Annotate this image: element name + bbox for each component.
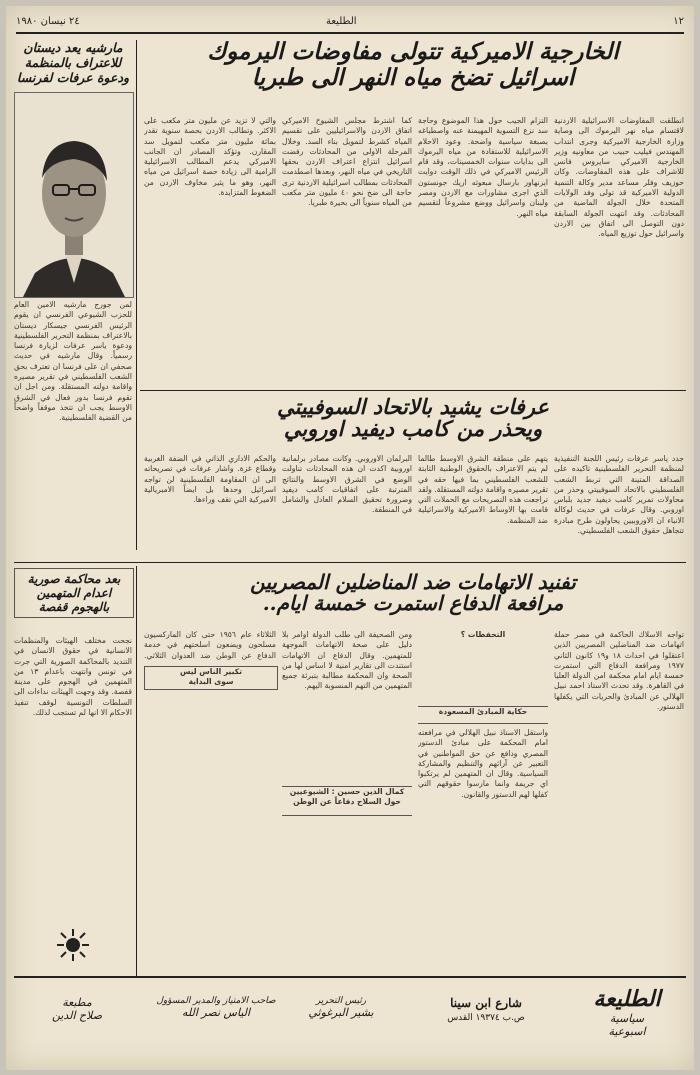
arafat-article-col3: البرلمان الاوروبي. وكانت مصادر برلمانية اوروبية اكدت ان هذه المحادثات تناولت الوضع في الشرق الاوسط والنتائج المترتبة على اتفاقيات كامب ديفيد وضرورة تحقيق السلام العادل والشامل في المنطقة. — [282, 454, 412, 515]
main-headline-line2: اسرائيل تضخ مياه النهر الى طبريا — [251, 64, 575, 92]
arafat-headline-line1: عرفات يشيد بالاتحاد السوفييتي — [277, 394, 549, 419]
column-divider — [136, 40, 137, 550]
footer-address-pobox: ص.ب ١٩٣٧٤ القدس — [447, 1013, 525, 1023]
beginning-subheading — [144, 666, 278, 690]
principles-subheading: حكاية المبادئ المسعودة — [418, 706, 548, 724]
trial-article-col2: واستقل الاستاذ نبيل الهلالي في مرافعته امام المحكمة على مبادئ الدستور المصري ودافع عن حق المواطنين في التعبير عن آرائهم والتنظيم والمشاركة السياسية. وقال ان المتهمين لم يرتكبوا اي جريمة وانما مارسوا حقوقهم التي كفلها لهم الدستور والقانون. — [418, 728, 548, 799]
column-divider-2 — [136, 566, 137, 976]
portrait-photo — [14, 92, 134, 298]
qafsa-box-headline — [14, 568, 134, 618]
footer-rule — [14, 976, 686, 978]
beginning-subheading-a: تكبير الناس ليس — [179, 667, 243, 676]
footer-owner — [146, 996, 286, 1019]
footer-printer-label: مطبعة — [62, 996, 92, 1009]
newspaper-page — [6, 6, 694, 1070]
footer-editor-label: رئيس التحرير — [315, 996, 367, 1006]
footer-editor-name: بشير البرغوثي — [308, 1006, 374, 1019]
arafat-headline — [140, 396, 686, 440]
main-headline-line1: الخارجية الاميركية تتولى مفاوضات اليرموك — [207, 38, 619, 65]
main-article-col3: كما اشترط مجلس الشيوخ الاميركي اتفاق الاردن والاسرائيليين على تقسيم المياه كشرط لتمويل بناء السد. وخلال المرحلة الاولى من المحادثات رفضت اسرائيل انتزاع اعتراف الاردن بحقها التاريخي في مياه النهر، وبعدها اصطدمت المحادثات بمطالب اسرائيلية الاردنية ترى حاجة الى ضخ نحو ٤٠ مليون متر مكعب من المياه سنوياً الى بحيرة طبريا. — [282, 116, 412, 208]
kamal-subheading: كمال الدين حسين : الشيوعيين حول السلاح دفاعاً عن الوطن — [282, 786, 412, 816]
trial-headline-line1: تفنيد الاتهامات ضد المناضلين المصريين — [250, 570, 576, 594]
side-headline-line1: مارشيه يعد ديستان — [23, 40, 123, 55]
footer-printer-name: صلاح الدين — [51, 1009, 103, 1022]
portrait-illustration — [15, 93, 133, 297]
main-headline — [140, 40, 686, 90]
trial-article-col4: الثلاثاء عام ١٩٥٦ حتى كان الماركسيون مسلحون ويضعون اسلحتهم في خدمة الدفاع عن الوطن ضد العدوان الثلاثي. — [144, 630, 276, 660]
trial-article-col1: تواجه الاسلاك الحاكمة في مصر حملة اتهامات ضد المناضلين المصريين الذين اعتقلوا في احداث ١٨ و١٩ كانون الثاني ١٩٧٧ ومرافعة الدفاع التي استمرت خمسة ايام امام محكمة امن الدولة العليا في القاهرة. وقد تحدث الاستاذ احمد نبيل الهلالي عن المبادئ والحريات التي يكفلها الدستور. — [554, 630, 684, 712]
sun-ornament-icon — [56, 928, 90, 962]
trial-article-col3: ومن الصحيفة الى طلب الدولة اوامر بلا دليل على صحة الاتهامات الموجهة للمتهمين. وقال الدفاع ان الاتهامات استندت الى تقارير امنية لا اساس لها من الصحة وان المحكمة مطالبة بتبرئة جميع المتهمين من التهم المنسوبة اليهم. — [282, 630, 412, 691]
footer-owner-label: صاحب الامتياز والمدير المسؤول — [156, 996, 276, 1006]
footer-masthead-title: الطليعة — [593, 986, 661, 1012]
side-headline-line3: ودعوة عرفات لفرنسا — [16, 70, 130, 85]
footer-address — [406, 996, 566, 1023]
footer-printer — [22, 996, 132, 1022]
footer-address-street: شارع ابن سينا — [450, 996, 522, 1010]
qafsa-line1: بعد محاكمة صورية — [27, 572, 121, 586]
qafsa-line3: بالهجوم قفصة — [38, 600, 110, 614]
footer-masthead-sub2: اسبوعية — [608, 1025, 646, 1038]
header-rule — [16, 32, 684, 34]
qafsa-line2: اعدام المتهمين — [36, 586, 112, 600]
reservations-subheading: التحفظات ؟ — [460, 630, 506, 639]
main-article-col4: والتي لا تزيد عن مليون متر مكعب على الاكثر. وتطالب الاردن بحصة سنوية تقدر بمائة مليون متر مكعب لتمويل سد المقارن. وتؤكد المصادر ان الجانب الاميركي يدعم المطالب الاسرائيلية الرامية الى زيادة حصة اسرائيل من مياه النهر، وهو ما يثير مخاوف الاردن من الضغوط المتزايدة. — [144, 116, 276, 198]
main-article-col1: انطلقت المفاوضات الاسرائيلية الاردنية لاقتسام مياه نهر اليرموك الى وصاية وزارة الخارجية الاميركية وجرى انتداب المهندس فيليب حبيب من معاونيه وزير الخارجية الاميركي سايروس فانس للاشراف على هذه المفاوضات. وكان حوزيف وفلر مساعد مدير وكالة التنمية الدولية الاميركية قد تولى وفد الولايات المتحدة خلال الجولة الماضية من المحادثات. وقد انتهت الجولة السابقة دون التوصل الى اتفاق بين الاردن واسرائيل حول توزيع المياه. — [554, 116, 684, 239]
section-rule-1 — [140, 390, 686, 391]
arafat-headline-line2: ويحذر من كامب ديفيد اوروبي — [283, 416, 543, 442]
beginning-subheading-b: سوى البداية — [188, 677, 234, 687]
trial-headline-line2: مرافعة الدفاع استمرت خمسة ايام.. — [262, 591, 564, 615]
arafat-article-col1: جدد ياسر عرفات رئيس اللجنة التنفيذية لمنظمة التحرير الفلسطينية تاكيده على الصداقة المتينة التي تربط الشعب الفلسطيني بالاتحاد السوفييتي وحذر من محاولات تمرير كامب ديفيد جديد بلباس اوروبي. وقال عرفات في حديث لوكالة الانباء ان الاوروبيين يحاولون طرح مبادرة تتجاهل حقوق الشعب الفلسطيني. — [554, 454, 684, 536]
footer-editor — [286, 996, 396, 1019]
footer-masthead — [572, 986, 682, 1038]
arafat-article-col2: يتهم على منطقة الشرق الاوسط طالما لم يتم الاعتراف بالحقوق الوطنية الثابتة للشعب الفلسطيني بما فيها حقه في تقرير مصيره واقامة دولته المستقلة. ولقد تراجعت هذه التصريحات مع الحملات التي قامت بها الاوساط الاميركية والاسرائيلية ضد المنظمة. — [418, 454, 548, 525]
side-headline — [14, 40, 132, 85]
section-rule-2 — [14, 562, 686, 563]
arafat-article-col4: والحكم الاداري الذاتي في الضفة الغربية وقطاع غزة. واشار عرفات في تصريحاته الى ان المقاومة الفلسطينية لن تواجه اسرائيل وحدها بل ايضاً الامبريالية الاميركية التي تقف وراءها. — [144, 454, 276, 505]
page-header — [16, 14, 684, 32]
side-headline-line2: للاعتراف بالمنظمة — [24, 55, 122, 70]
footer-owner-name: الياس نصر الله — [181, 1006, 251, 1019]
issue-date: ٢٤ نيسان ١٩٨٠ — [16, 16, 80, 27]
page-number: ١٢ — [673, 16, 684, 27]
paper-name: الطليعة — [326, 16, 357, 27]
trial-headline — [140, 572, 686, 614]
main-article-col2: التزام الجيب حول هذا الموضوع وحاجة سد نزع التسوية المهيمنة عنه واصطباغه بصبغة سياسية واضحة. وعود الاحلام الاسرائيلية للاستفادة من مياه اليرموك الى بدايات سنوات الخمسينات، وقد قام الرئيس الاميركي في ذلك الوقت دوايت ايزنهاور بارسال مبعوثه اريك جونستون الذي اجرى مشاورات مع الاردن ومصر ولبنان واسرائيل ووضع مشروعاً لتقسيم مياه النهر. — [418, 116, 548, 218]
qafsa-article-text: نجحت مختلف الهيئات والمنظمات الانسانية في حقوق الانسان في التنديد بالمحاكمة الصورية التي جرت في تونس وانتهت باعدام ١٣ من المتهمين في الهجوم على مدينة قفصة. وقد وجهت الهيئات نداءات الى السلطات التونسية لوقف تنفيذ الاحكام الا انها لم تستجب لذلك. — [14, 636, 132, 718]
side-article-text: لمن جورج مارشيه الامين العام للحزب الشيوعي الفرنسي ان يقوم الرئيس الفرنسي جيسكار ديستان بالاعتراف بمنظمة التحرير الفلسطينية ودعوة ياسر عرفات لزيارة فرنسا رسمياً. وقال مارشيه في حديث صحفي ان على فرنسا ان تعترف بحق الشعب الفلسطيني في تقرير مصيره واقامة دولته المستقلة. ومن اجل ان تقوم فرنسا بدور فعال في الشرق الاوسط يجب ان تتخذ موقفاً واضحاً من القضية الفلسطينية. — [14, 300, 132, 423]
footer-masthead-sub1: سياسية — [609, 1012, 645, 1025]
